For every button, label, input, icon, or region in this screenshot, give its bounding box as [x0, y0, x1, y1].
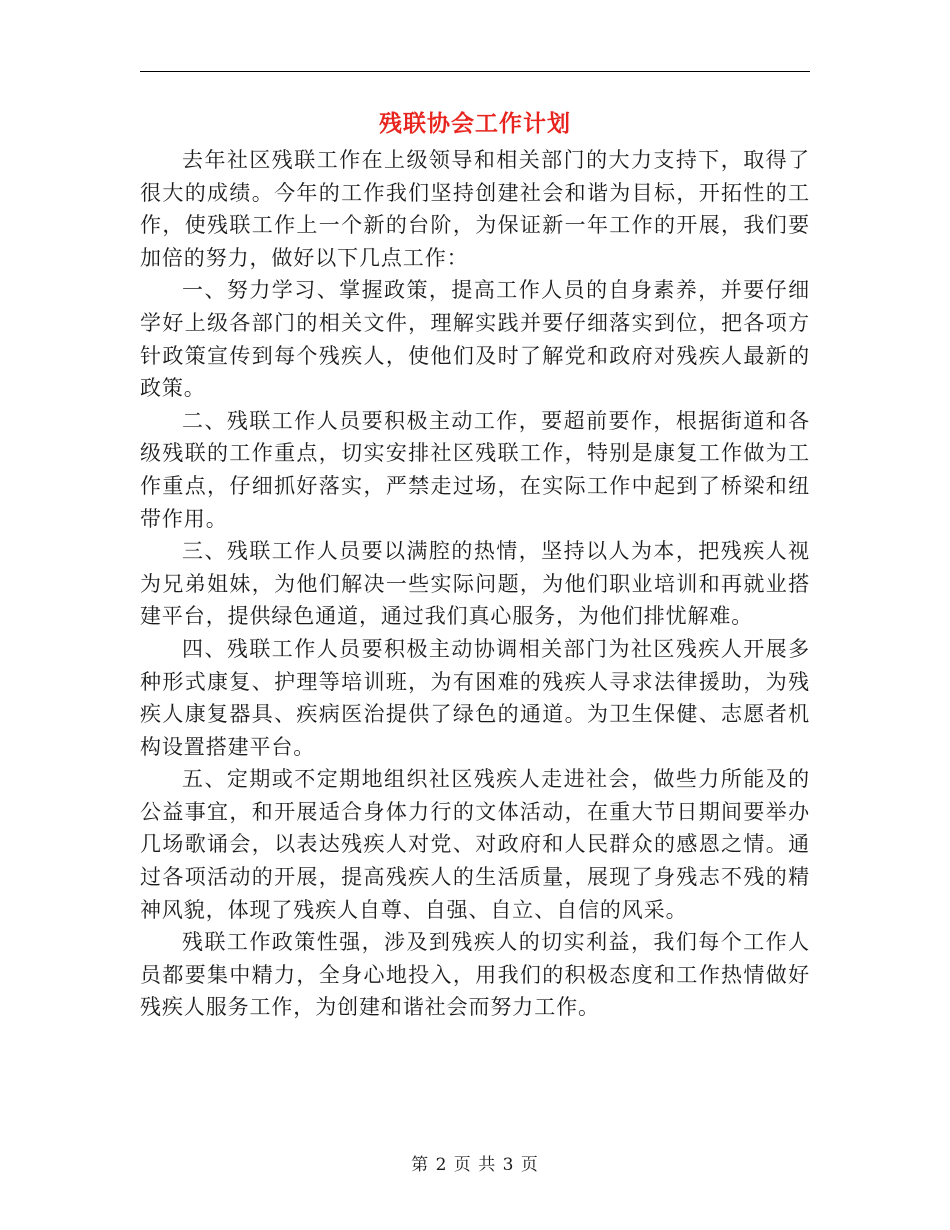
- paragraph-item-1: 一、努力学习、掌握政策，提高工作人员的自身素养，并要仔细学好上级各部门的相关文件，理解实践并要仔细落实到位，把各项方针政策宣传到每个残疾人，使他们及时了解党和政府对残疾人最新的政策。: [140, 278, 810, 401]
- page-number-footer: 第 2 页 共 3 页: [411, 1155, 539, 1175]
- paragraph-item-3: 三、残联工作人员要以满腔的热情，坚持以人为本，把残疾人视为兄弟姐妹，为他们解决一些实际问题，为他们职业培训和再就业搭建平台，提供绿色通道，通过我们真心服务，为他们排忧解难。: [140, 539, 810, 629]
- paragraph-item-4: 四、残联工作人员要积极主动协调相关部门为社区残疾人开展多种形式康复、护理等培训班，为有困难的残疾人寻求法律援助，为残疾人康复器具、疾病医治提供了绿色的通道。为卫生保健、志愿者机构设置搭建平台。: [140, 636, 810, 759]
- header-rule: [140, 71, 810, 72]
- document-title: 残联协会工作计划: [379, 110, 571, 137]
- paragraph-conclusion: 残联工作政策性强，涉及到残疾人的切实利益，我们每个工作人员都要集中精力，全身心地投入，用我们的积极态度和工作热情做好残疾人服务工作，为创建和谐社会而努力工作。: [140, 930, 810, 1020]
- paragraph-item-5: 五、定期或不定期地组织社区残疾人走进社会，做些力所能及的公益事宜，和开展适合身体力行的文体活动，在重大节日期间要举办几场歌诵会，以表达残疾人对党、对政府和人民群众的感恩之情。通过各项活动的开展，提高残疾人的生活质量，展现了身残志不残的精神风貌，体现了残疾人自尊、自强、自立、自信的风采。: [140, 767, 810, 922]
- paragraph-intro: 去年社区残联工作在上级领导和相关部门的大力支持下，取得了很大的成绩。今年的工作我们坚持创建社会和谐为目标，开拓性的工作，使残联工作上一个新的台阶，为保证新一年工作的开展，我们要加倍的努力，做好以下几点工作：: [140, 148, 810, 270]
- paragraph-item-2: 二、残联工作人员要积极主动工作，要超前要作，根据街道和各级残联的工作重点，切实安排社区残联工作，特别是康复工作做为工作重点，仔细抓好落实，严禁走过场，在实际工作中起到了桥梁和纽带作用。: [140, 408, 810, 531]
- document-body: [140, 144, 810, 1024]
